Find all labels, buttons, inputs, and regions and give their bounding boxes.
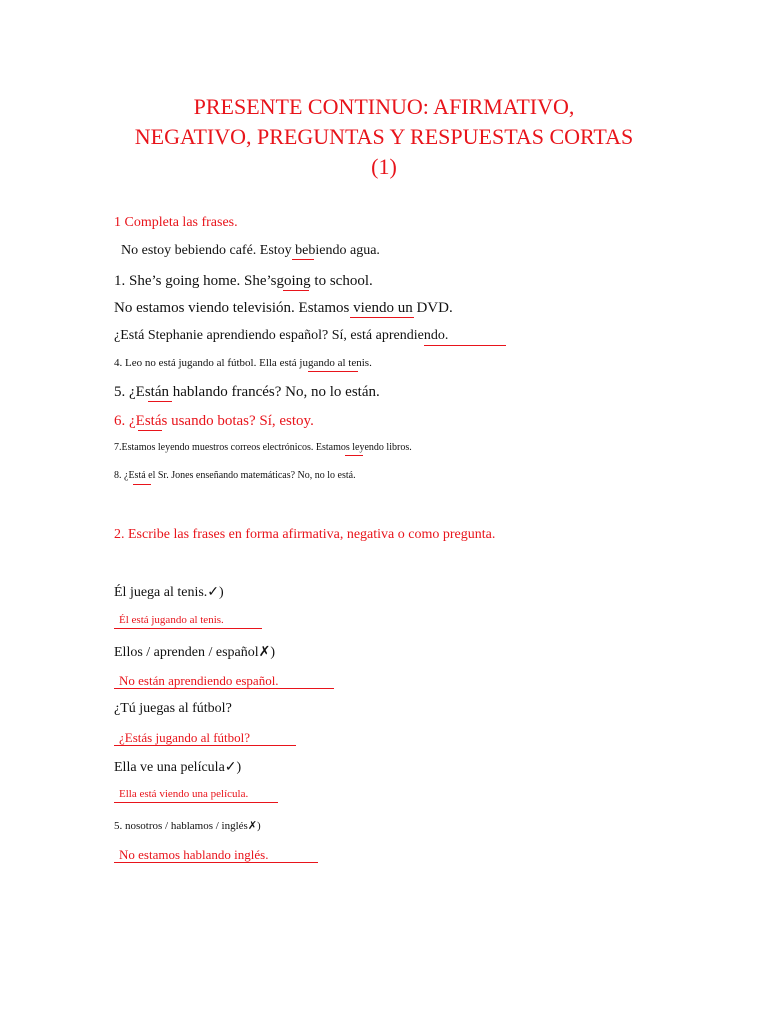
exercise-1-item: No estamos viendo televisión. Estamos viendo un DVD. <box>114 300 453 316</box>
answer-underline <box>424 345 506 346</box>
exercise-2-prompt: Él juega al tenis.✓) <box>114 585 224 600</box>
answer-underline <box>308 371 358 372</box>
exercise-2-answer: ¿Estás jugando al fútbol? <box>119 730 251 745</box>
answer-underline <box>345 455 363 456</box>
title-line-2: NEGATIVO, PREGUNTAS Y RESPUESTAS CORTAS <box>134 124 634 149</box>
exercise-2-prompt: Ellos / aprenden / español✗) <box>114 645 276 660</box>
exercise-2-answer: Él está jugando al tenis. <box>119 614 224 626</box>
title-line-1: PRESENTE CONTINUO: AFIRMATIVO, <box>193 94 575 119</box>
exercise-2-heading: 2. Escribe las frases en forma afirmativa, negativa o como pregunta. <box>114 527 496 542</box>
title-line-3: (1) <box>371 154 397 179</box>
exercise-1-item: 5. ¿Están hablando francés? No, no lo están. <box>114 384 380 400</box>
exercise-2-prompt: Ella ve una película✓) <box>114 760 242 775</box>
exercise-2-prompt: 5. nosotros / hablamos / inglés✗) <box>114 820 261 832</box>
answer-underline <box>148 401 172 402</box>
answer-underline <box>292 259 314 260</box>
exercise-1-item: 1. She’s going home. She’sgoing to school. <box>114 273 373 289</box>
answer-underline <box>133 484 151 485</box>
answer-underline <box>138 430 162 431</box>
exercise-1-item: 7.Estamos leyendo muestros correos electrónicos. Estamos leyendo libros. <box>114 442 412 453</box>
answer-underline <box>114 628 262 629</box>
answer-underline <box>350 317 414 318</box>
exercise-2-answer: No estamos hablando inglés. <box>119 847 269 862</box>
answer-underline <box>114 688 334 689</box>
exercise-1-item: 4. Leo no está jugando al fútbol. Ella está jugando al tenis. <box>114 357 372 369</box>
page-title <box>0 92 768 182</box>
answer-underline <box>114 862 318 863</box>
exercise-1-item: No estoy bebiendo café. Estoy bebiendo agua. <box>121 243 380 258</box>
answer-underline <box>114 802 278 803</box>
answer-underline <box>114 745 296 746</box>
exercise-2-prompt: ¿Tú juegas al fútbol? <box>114 701 232 716</box>
exercise-2-answer: Ella está viendo una película. <box>119 788 249 800</box>
exercise-1-item: 8. ¿Está el Sr. Jones enseñando matemáticas? No, no lo está. <box>114 470 356 481</box>
exercise-1-item: 6. ¿Estás usando botas? Sí, estoy. <box>114 413 314 429</box>
exercise-2-answer: No están aprendiendo español. <box>119 673 279 688</box>
answer-underline <box>283 290 309 291</box>
exercise-1-heading: 1 Completa las frases. <box>114 215 238 230</box>
exercise-1-item: ¿Está Stephanie aprendiendo español? Sí, está aprendiendo. <box>114 328 449 343</box>
